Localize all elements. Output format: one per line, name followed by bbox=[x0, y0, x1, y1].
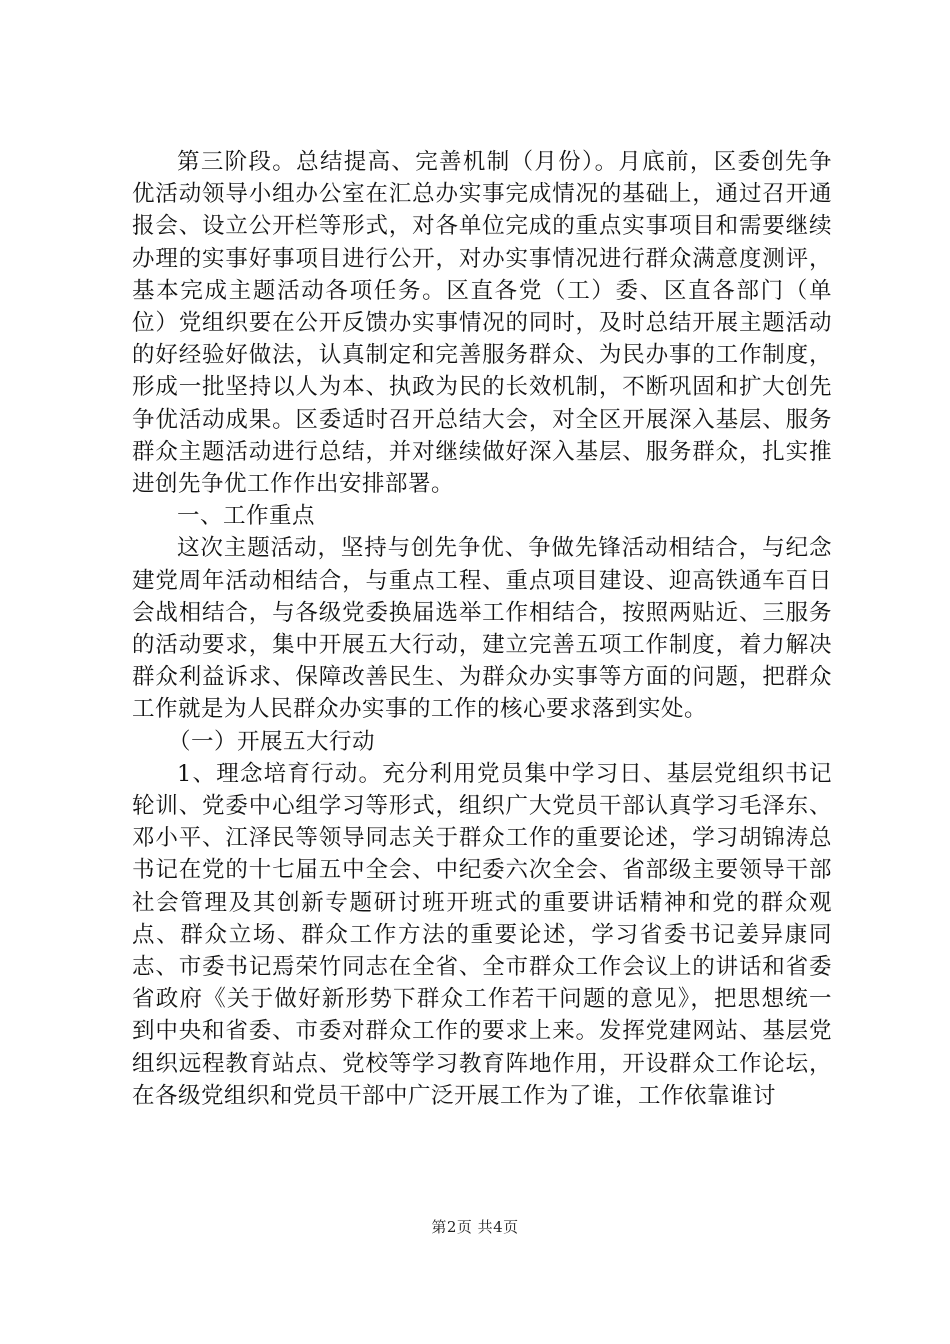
section-heading-work-focus: 一、工作重点 bbox=[177, 503, 316, 530]
paragraph-stage-three: 第三阶段。总结提高、完善机制（月份）。月底前，区委创先争优活动领导小组办公室在汇总办实事完成情况的基础上，通过召开通报会、设立公开栏等形式，对各单位完成的重点实事项目和需要继续办理的实事好事项目进行公开，对办实事情况进行群众满意度测评，基本完成主题活动各项任务。区直各党（工）委、区直各部门（单位）党组织要在公开反馈办实事情况的同时，及时总结开展主题活动的好经验好做法，认真制定和完善服务群众、为民办事的工作制度，形成一批坚持以人为本、执政为民的长效机制，不断巩固和扩大创先争优活动成果。区委适时召开总结大会，对全区开展深入基层、服务群众主题活动进行总结，并对继续做好深入基层、服务群众，扎实推进创先争优工作作出安排部署。 bbox=[132, 149, 832, 498]
paragraph-concept-cultivation: 1、理念培育行动。充分利用党员集中学习日、基层党组织书记轮训、党委中心组学习等形式，组织广大党员干部认真学习毛泽东、邓小平、江泽民等领导同志关于群众工作的重要论述，学习胡锦涛总书记在党的十七届五中全会、中纪委六次全会、省部级主要领导干部社会管理及其创新专题研讨班开班式的重要讲话精神和党的群众观点、群众立场、群众工作方法的重要论述，学习省委书记姜异康同志、市委书记焉荣竹同志在全省、全市群众工作会议上的讲话和省委省政府《关于做好新形势下群众工作若干问题的意见》，把思想统一到中央和省委、市委对群众工作的要求上来。发挥党建网站、基层党组织远程教育站点、党校等学习教育阵地作用，开设群众工作论坛，在各级党组织和党员干部中广泛开展工作为了谁，工作依靠谁讨 bbox=[132, 760, 832, 1109]
page-footer: 第2页 共4页 bbox=[431, 1218, 519, 1236]
subsection-heading-five-actions: （一）开展五大行动 bbox=[168, 728, 376, 755]
document-body bbox=[132, 146, 832, 1112]
paragraph-theme-activity: 这次主题活动，坚持与创先争优、争做先锋活动相结合，与纪念建党周年活动相结合，与重点工程、重点项目建设、迎高铁通车百日会战相结合，与各级党委换届选举工作相结合，按照两贴近、三服务的活动要求，集中开展五大行动，建立完善五项工作制度，着力解决群众利益诉求、保障改善民生、为群众办实事等方面的问题，把群众工作就是为人民群众办实事的工作的核心要求落到实处。 bbox=[132, 535, 832, 723]
